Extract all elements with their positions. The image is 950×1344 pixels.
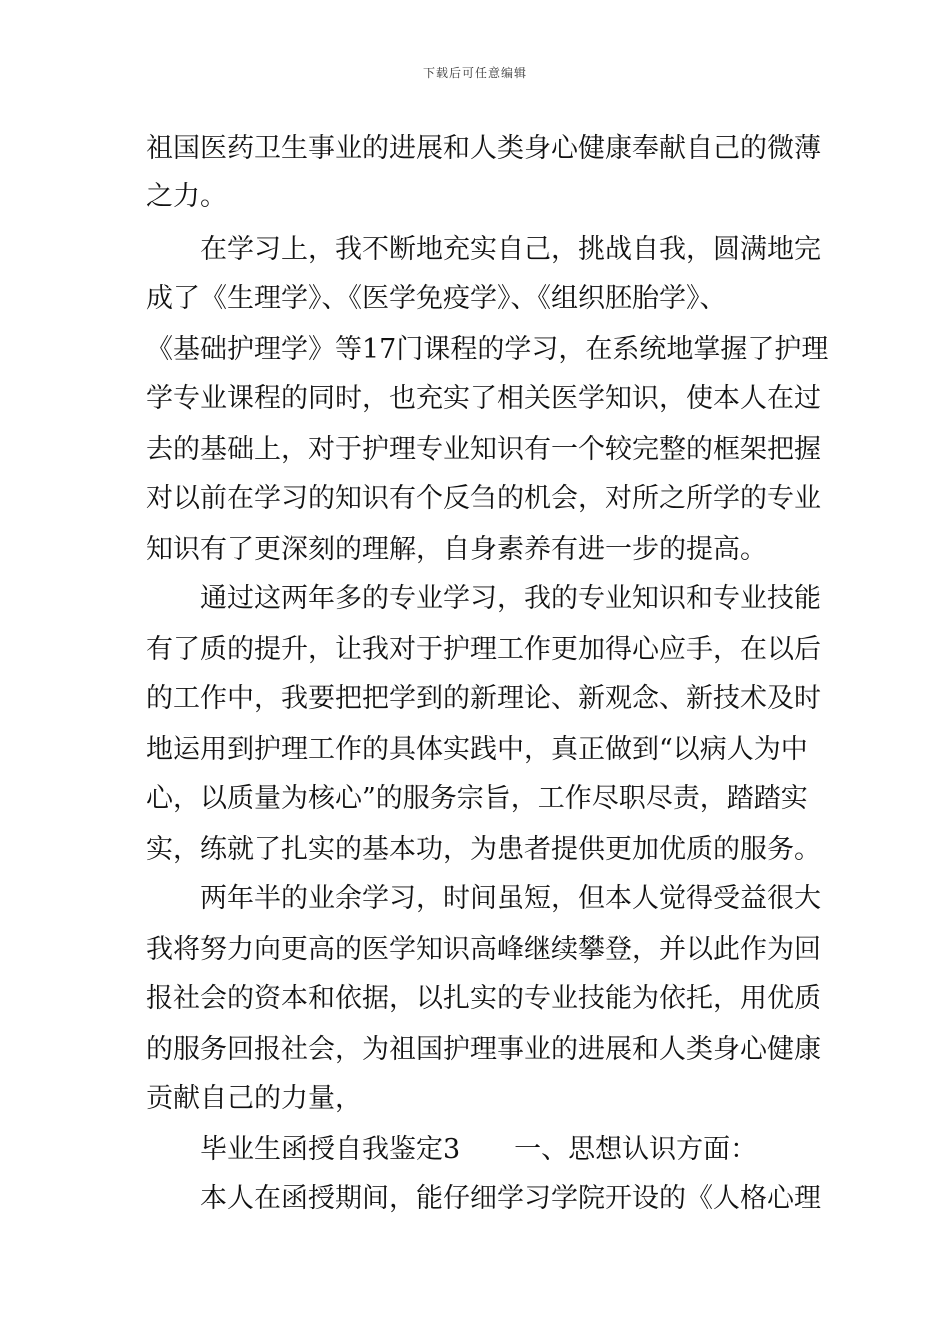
text-line: 的工作中，我要把把学到的新理论、新观念、新技术及时: [146, 683, 821, 714]
text-line: 《基础护理学》等17门课程的学习，在系统地掌握了护理: [146, 334, 829, 365]
text-line: 贡献自己的力量，: [146, 1083, 362, 1114]
text-line: 对以前在学习的知识有个反刍的机会，对所之所学的专业: [146, 483, 821, 514]
paragraph-start-line: 通过这两年多的专业学习，我的专业知识和专业技能: [200, 583, 821, 614]
header-note: 下载后可任意编辑: [422, 66, 527, 80]
text-line: 地运用到护理工作的具体实践中，真正做到“以病人为中: [146, 734, 808, 765]
text-line: 心，以质量为核心”的服务宗旨，工作尽职尽责，踏踏实: [146, 783, 808, 814]
text-line: 报社会的资本和依据，以扎实的专业技能为依托，用优质: [146, 983, 821, 1014]
paragraph-start-line: 本人在函授期间，能仔细学习学院开设的《人格心理: [200, 1183, 821, 1214]
text-line: 成了《生理学》、《医学免疫学》、《组织胚胎学》、: [146, 283, 727, 314]
text-line: 祖国医药卫生事业的进展和人类身心健康奉献自己的微薄: [146, 133, 821, 164]
text-line: 去的基础上，对于护理专业知识有一个较完整的框架把握: [146, 434, 821, 465]
text-line: 之力。: [146, 181, 227, 212]
text-line: 实，练就了扎实的基本功，为患者提供更加优质的服务。: [146, 834, 821, 865]
paragraph-start-line: 两年半的业余学习，时间虽短，但本人觉得受益很大: [200, 883, 821, 914]
paragraph-start-line: 在学习上，我不断地充实自己，挑战自我，圆满地完: [200, 234, 821, 265]
text-line: 知识有了更深刻的理解，自身素养有进一步的提高。: [146, 534, 767, 565]
text-line: 我将努力向更高的医学知识高峰继续攀登，并以此作为回: [146, 934, 821, 965]
text-line: 学专业课程的同时，也充实了相关医学知识，使本人在过: [146, 383, 821, 414]
text-line: 的服务回报社会，为祖国护理事业的进展和人类身心健康: [146, 1034, 821, 1065]
section-heading-line: 毕业生函授自我鉴定3 一、思想认识方面：: [200, 1134, 758, 1165]
text-line: 有了质的提升，让我对于护理工作更加得心应手，在以后: [146, 634, 821, 665]
